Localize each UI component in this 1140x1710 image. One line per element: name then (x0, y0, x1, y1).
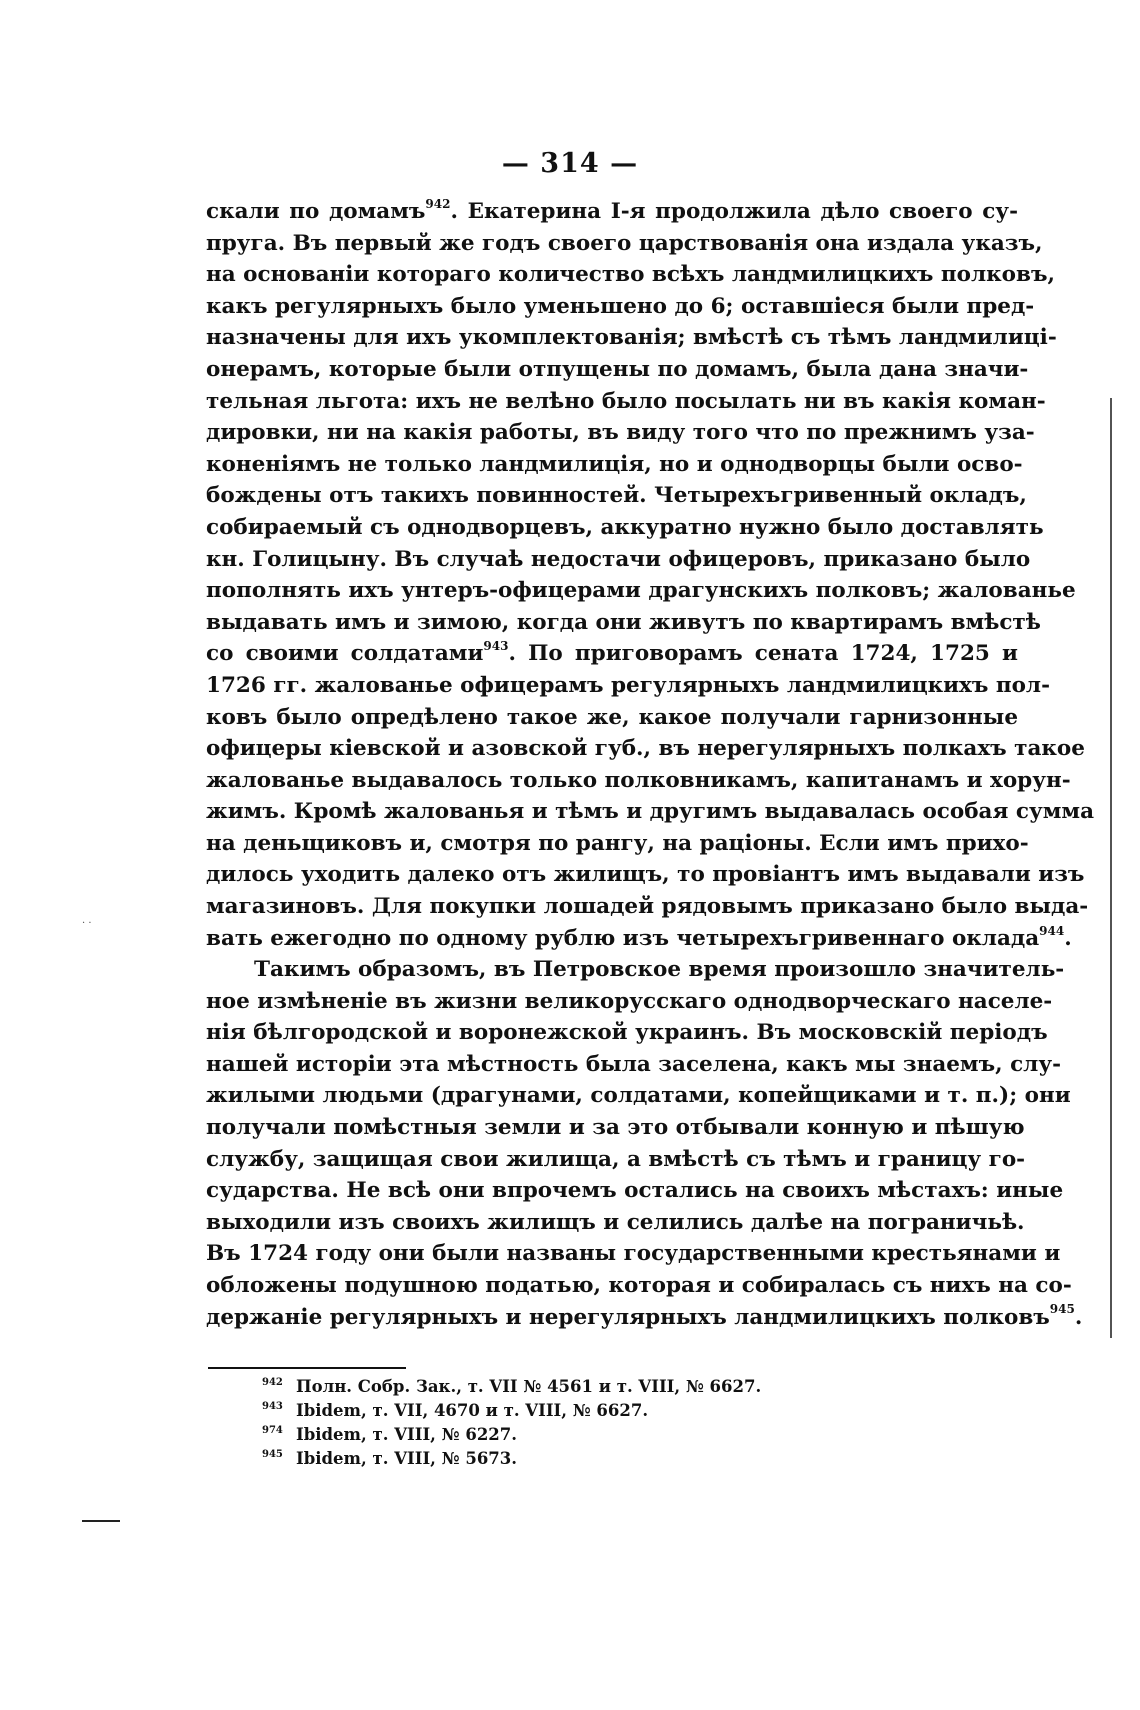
text-line: офицеры кіевской и азовской губ., въ нерегулярныхъ полкахъ такое (206, 736, 1085, 762)
text-line: назначены для ихъ укомплектованія; вмѣстѣ съ тѣмъ ландмилиці- (206, 325, 1057, 351)
main-paragraph-2 (206, 954, 1083, 1333)
footnotes (262, 1375, 962, 1471)
text-line: магазиновъ. Для покупки лошадей рядовымъ приказано было выда- (206, 894, 1089, 920)
footnote-number: 974 (262, 1425, 283, 1436)
footnote-ref: 943 (483, 639, 509, 654)
footnote-number: 942 (262, 1377, 283, 1388)
text-line: жимъ. Кромѣ жалованья и тѣмъ и другимъ выдавалась особая сумма (206, 799, 1094, 825)
text-line: коненіямъ не только ландмилиція, но и однодворцы были осво- (206, 451, 1023, 477)
text-line: вать ежегодно по одному рублю изъ четырехъгривеннаго оклада$^{944}$. (206, 923, 1072, 951)
footnote (262, 1447, 962, 1471)
scan-margin-dots: · · (82, 918, 92, 929)
text-line: на основаніи котораго количество всѣхъ ландмилицкихъ полковъ, (206, 262, 1055, 288)
text-line: тельная льгота: ихъ не велѣно было посылать ни въ какія коман- (206, 388, 1046, 414)
text-line: получали помѣстныя земли и за это отбывали конную и пѣшую (206, 1114, 1025, 1140)
footnote-number: 945 (262, 1449, 283, 1460)
text-line: держаніе регулярныхъ и нерегулярныхъ ландмилицкихъ полковъ$^{945}$. (206, 1302, 1083, 1330)
footnote-divider (208, 1367, 406, 1369)
footnote-text: Ibidem, т. VII, 4670 и т. VIII, № 6627. (296, 1401, 649, 1420)
text-line: какъ регулярныхъ было уменьшено до 6; оставшіеся были пред- (206, 293, 1035, 319)
text-line: ковъ было опредѣлено такое же, какое получали гарнизонные (206, 704, 1018, 730)
text-line: онерамъ, которые были отпущены по домамъ, была дана значи- (206, 356, 1029, 382)
text-line: выходили изъ своихъ жилищъ и селились далѣе на пограничьѣ. (206, 1209, 1025, 1235)
text-line: обложены подушною податью, которая и собиралась съ нихъ на со- (206, 1272, 1072, 1298)
text-line: бождены отъ такихъ повинностей. Четырехъгривенный окладъ, (206, 483, 1027, 509)
scan-margin-mark (82, 1520, 120, 1522)
text-line: пруга. Въ первый же годъ своего царствованія она издала указъ, (206, 230, 1043, 256)
footnote-ref: 944 (1039, 923, 1065, 938)
footnote-ref: 945 (1049, 1302, 1075, 1317)
text-line: на деньщиковъ и, смотря по рангу, на раціоны. Если имъ прихо- (206, 830, 1029, 856)
footnote (262, 1423, 962, 1447)
text-line: жилыми людьми (драгунами, солдатами, копейщиками и т. п.); они (206, 1083, 1071, 1109)
page-number: — 314 — (501, 148, 639, 179)
text-line: нашей исторіи эта мѣстность была заселена, какъ мы знаемъ, слу- (206, 1051, 1062, 1077)
footnote-text: Ibidem, т. VIII, № 5673. (296, 1449, 518, 1468)
text-line: скали по домамъ$^{942}$. Екатерина I-я продолжила дѣло своего су- (206, 196, 1018, 224)
text-line: дировки, ни на какія работы, въ виду того что по прежнимъ уза- (206, 420, 1035, 446)
footnote-text: Полн. Собр. Зак., т. VII № 4561 и т. VIII, № 6627. (296, 1377, 762, 1396)
text-line: выдавать имъ и зимою, когда они живутъ по квартирамъ вмѣстѣ (206, 609, 1041, 635)
footnote-ref: 942 (425, 196, 451, 211)
footnote (262, 1399, 962, 1423)
footnote (262, 1375, 962, 1399)
text-line: со своими солдатами$^{943}$. По приговорамъ сената 1724, 1725 и (206, 639, 1018, 667)
footnote-number: 943 (262, 1401, 283, 1412)
text-line: сударства. Не всѣ они впрочемъ остались на своихъ мѣстахъ: иные (206, 1178, 1064, 1204)
text-line: пополнять ихъ унтеръ-офицерами драгунскихъ полковъ; жалованье (206, 578, 1076, 604)
text-line: 1726 гг. жалованье офицерамъ регулярныхъ ландмилицкихъ пол- (206, 672, 1051, 698)
text-line: дилось уходить далеко отъ жилищъ, то провіантъ имъ выдавали изъ (206, 862, 1085, 888)
text-line: Такимъ образомъ, въ Петровское время произошло значитель- (254, 957, 1065, 982)
scan-edge-line (1110, 398, 1112, 1338)
text-line: ное измѣненіе въ жизни великорусскаго однодворческаго населе- (206, 988, 1053, 1014)
text-line: нія бѣлгородской и воронежской украинъ. Въ московскій періодъ (206, 1020, 1048, 1046)
text-line: кн. Голицыну. Въ случаѣ недостачи офицеровъ, приказано было (206, 546, 1031, 572)
text-line: жалованье выдавалось только полковникамъ, капитанамъ и хорун- (206, 767, 1071, 793)
text-line: Въ 1724 году они были названы государственными крестьянами и (206, 1241, 1061, 1267)
text-line: собираемый съ однодворцевъ, аккуратно нужно было доставлять (206, 514, 1044, 540)
text-line: службу, защищая свои жилища, а вмѣстѣ съ тѣмъ и границу го- (206, 1146, 1026, 1172)
main-paragraph-1 (206, 196, 1094, 954)
footnote-text: Ibidem, т. VIII, № 6227. (296, 1425, 518, 1444)
